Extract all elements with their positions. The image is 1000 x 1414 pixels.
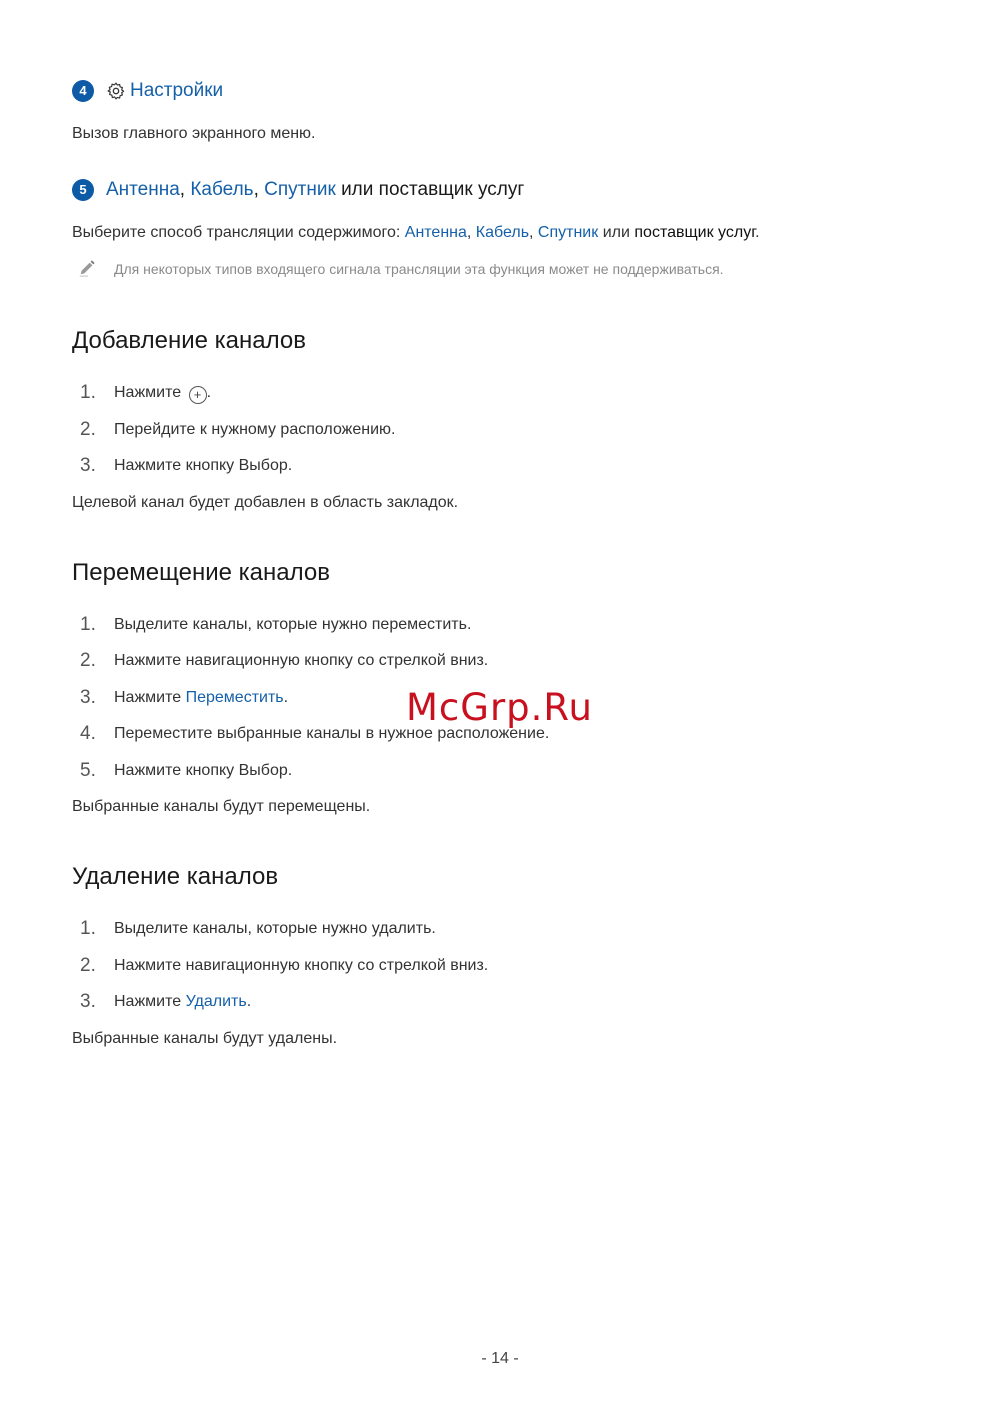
desc-cable: Кабель (475, 224, 530, 241)
number-badge-5: 5 (72, 179, 94, 201)
step-text: Выделите каналы, которые нужно переместить. (114, 616, 472, 633)
item-5-description: Выберите способ трансляции содержимого: Антенна, Кабель, Спутник или поставщик услуг. (72, 224, 760, 241)
step-number: 1. (80, 382, 96, 403)
step-number: 3. (80, 991, 96, 1012)
option-provider-tail: или поставщик услуг (341, 179, 525, 200)
step-text: Нажмите кнопку Выбор. (114, 762, 293, 779)
section-result-move: Выбранные каналы будут перемещены. (72, 798, 371, 815)
step-number: 3. (80, 687, 96, 708)
step-text: Нажмите + . (114, 384, 212, 402)
step-text: Нажмите Переместить. (114, 689, 289, 706)
step-number: 1. (80, 614, 96, 635)
step-text-label: Нажмите (114, 384, 182, 401)
step-text-label: Нажмите (114, 993, 182, 1010)
item-5-heading: 5 Антенна , Кабель , Спутник или поставщик услуг (72, 179, 524, 201)
watermark: McGrp.Ru (406, 686, 593, 729)
option-cable: Кабель (190, 179, 254, 200)
pencil-note-icon (78, 259, 96, 277)
step-text: Нажмите навигационную кнопку со стрелкой вниз. (114, 957, 489, 974)
section-result-add: Целевой канал будет добавлен в область закладок. (72, 494, 459, 511)
option-satellite: Спутник (264, 179, 336, 200)
plus-circle-icon: + (189, 386, 207, 404)
gear-icon (106, 81, 126, 101)
step-text-label: Нажмите (114, 689, 182, 706)
step-number: 2. (80, 419, 96, 440)
item-4-description: Вызов главного экранного меню. (72, 125, 316, 142)
section-title-move: Перемещение каналов (72, 559, 330, 586)
desc-antenna: Антенна (404, 224, 467, 241)
item-4-heading (72, 80, 223, 102)
step-text: Переместите выбранные каналы в нужное расположение. (114, 725, 550, 742)
delete-link: Удалить (185, 993, 247, 1010)
item-5-desc-prefix: Выберите способ трансляции содержимого: (72, 224, 401, 241)
page-number: - 14 - (481, 1350, 519, 1367)
move-link: Переместить (185, 689, 284, 706)
option-antenna: Антенна (106, 179, 180, 200)
section-title-delete: Удаление каналов (72, 863, 279, 890)
settings-label: Настройки (130, 80, 224, 101)
step-number: 2. (80, 955, 96, 976)
note-text: Для некоторых типов входящего сигнала трансляции эта функция может не поддерживаться. (114, 261, 724, 277)
section-result-delete: Выбранные каналы будут удалены. (72, 1030, 338, 1047)
step-number: 1. (80, 918, 96, 939)
step-text: Нажмите навигационную кнопку со стрелкой вниз. (114, 652, 489, 669)
section-title-add: Добавление каналов (72, 327, 306, 354)
step-text: Нажмите Удалить. (114, 993, 252, 1010)
step-number: 4. (80, 723, 96, 744)
step-text: Выделите каналы, которые нужно удалить. (114, 920, 436, 937)
step-number: 5. (80, 760, 96, 781)
step-number: 3. (80, 455, 96, 476)
desc-or: или (602, 224, 630, 241)
step-text: Перейдите к нужному расположению. (114, 421, 396, 438)
step-text: Нажмите кнопку Выбор. (114, 457, 293, 474)
desc-satellite: Спутник (537, 224, 599, 241)
step-number: 2. (80, 650, 96, 671)
desc-provider: поставщик услуг (634, 224, 756, 241)
number-badge-4: 4 (72, 80, 94, 102)
